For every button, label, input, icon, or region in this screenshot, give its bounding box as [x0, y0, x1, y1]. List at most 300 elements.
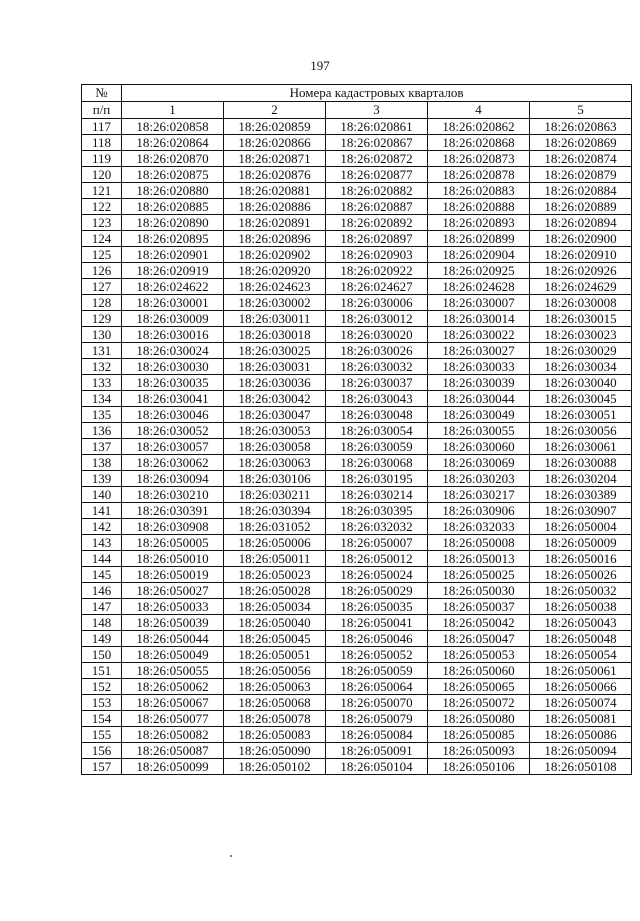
- cadastral-number-cell: 18:26:020925: [428, 263, 530, 279]
- cadastral-number-cell: 18:26:050040: [224, 615, 326, 631]
- row-number: 132: [82, 359, 122, 375]
- cadastral-number-cell: 18:26:050082: [122, 727, 224, 743]
- scan-speck: [230, 855, 232, 857]
- cadastral-number-cell: 18:26:020904: [428, 247, 530, 263]
- cadastral-number-cell: 18:26:050025: [428, 567, 530, 583]
- row-number: 148: [82, 615, 122, 631]
- cadastral-number-cell: 18:26:030391: [122, 503, 224, 519]
- cadastral-number-cell: 18:26:050038: [530, 599, 632, 615]
- cadastral-number-cell: 18:26:030203: [428, 471, 530, 487]
- table-row: [82, 343, 632, 359]
- cadastral-number-cell: 18:26:050087: [122, 743, 224, 759]
- cadastral-number-cell: 18:26:050054: [530, 647, 632, 663]
- table-row: [82, 471, 632, 487]
- row-number: 135: [82, 407, 122, 423]
- cadastral-number-cell: 18:26:050012: [326, 551, 428, 567]
- cadastral-number-cell: 18:26:020882: [326, 183, 428, 199]
- cadastral-number-cell: 18:26:050024: [326, 567, 428, 583]
- cadastral-number-cell: 18:26:020876: [224, 167, 326, 183]
- cadastral-number-cell: 18:26:030217: [428, 487, 530, 503]
- cadastral-number-cell: 18:26:031052: [224, 519, 326, 535]
- cadastral-number-cell: 18:26:050043: [530, 615, 632, 631]
- row-number: 149: [82, 631, 122, 647]
- cadastral-number-cell: 18:26:030055: [428, 423, 530, 439]
- cadastral-number-cell: 18:26:030060: [428, 439, 530, 455]
- cadastral-number-cell: 18:26:020877: [326, 167, 428, 183]
- table-header: [82, 85, 632, 119]
- header-group-title: Номера кадастровых кварталов: [122, 85, 632, 102]
- cadastral-number-cell: 18:26:050016: [530, 551, 632, 567]
- cadastral-number-cell: 18:26:030389: [530, 487, 632, 503]
- cadastral-number-cell: 18:26:030009: [122, 311, 224, 327]
- cadastral-number-cell: 18:26:050006: [224, 535, 326, 551]
- header-col-3: 3: [326, 102, 428, 119]
- table-row: [82, 487, 632, 503]
- row-number: 136: [82, 423, 122, 439]
- cadastral-number-cell: 18:26:050049: [122, 647, 224, 663]
- cadastral-number-cell: 18:26:030214: [326, 487, 428, 503]
- row-number: 129: [82, 311, 122, 327]
- row-number: 133: [82, 375, 122, 391]
- row-number: 117: [82, 119, 122, 135]
- cadastral-number-cell: 18:26:020864: [122, 135, 224, 151]
- cadastral-number-cell: 18:26:030008: [530, 295, 632, 311]
- table-row: [82, 599, 632, 615]
- cadastral-number-cell: 18:26:020890: [122, 215, 224, 231]
- cadastral-number-cell: 18:26:030054: [326, 423, 428, 439]
- row-number: 150: [82, 647, 122, 663]
- cadastral-number-cell: 18:26:030032: [326, 359, 428, 375]
- cadastral-number-cell: 18:26:050106: [428, 759, 530, 775]
- cadastral-number-cell: 18:26:050055: [122, 663, 224, 679]
- header-num-top: №: [82, 85, 122, 102]
- cadastral-number-cell: 18:26:030056: [530, 423, 632, 439]
- cadastral-number-cell: 18:26:020867: [326, 135, 428, 151]
- cadastral-number-cell: 18:26:020922: [326, 263, 428, 279]
- cadastral-number-cell: 18:26:030023: [530, 327, 632, 343]
- cadastral-number-cell: 18:26:020895: [122, 231, 224, 247]
- table-row: [82, 135, 632, 151]
- cadastral-number-cell: 18:26:050079: [326, 711, 428, 727]
- cadastral-number-cell: 18:26:020866: [224, 135, 326, 151]
- row-number: 142: [82, 519, 122, 535]
- row-number: 139: [82, 471, 122, 487]
- cadastral-number-cell: 18:26:030047: [224, 407, 326, 423]
- cadastral-number-cell: 18:26:020861: [326, 119, 428, 135]
- cadastral-number-cell: 18:26:030210: [122, 487, 224, 503]
- cadastral-number-cell: 18:26:050039: [122, 615, 224, 631]
- cadastral-number-cell: 18:26:030011: [224, 311, 326, 327]
- cadastral-number-cell: 18:26:030211: [224, 487, 326, 503]
- cadastral-number-cell: 18:26:030042: [224, 391, 326, 407]
- row-number: 122: [82, 199, 122, 215]
- row-number: 120: [82, 167, 122, 183]
- cadastral-number-cell: 18:26:030027: [428, 343, 530, 359]
- cadastral-number-cell: 18:26:024622: [122, 279, 224, 295]
- cadastral-number-cell: 18:26:020910: [530, 247, 632, 263]
- table-row: [82, 183, 632, 199]
- cadastral-number-cell: 18:26:020894: [530, 215, 632, 231]
- cadastral-number-cell: 18:26:030907: [530, 503, 632, 519]
- row-number: 123: [82, 215, 122, 231]
- table-row: [82, 375, 632, 391]
- cadastral-number-cell: 18:26:050061: [530, 663, 632, 679]
- cadastral-number-cell: 18:26:050052: [326, 647, 428, 663]
- cadastral-number-cell: 18:26:050064: [326, 679, 428, 695]
- header-num-bottom: п/п: [82, 102, 122, 119]
- table-row: [82, 455, 632, 471]
- cadastral-number-cell: 18:26:050078: [224, 711, 326, 727]
- cadastral-number-cell: 18:26:020859: [224, 119, 326, 135]
- cadastral-number-cell: 18:26:050081: [530, 711, 632, 727]
- cadastral-number-cell: 18:26:050053: [428, 647, 530, 663]
- cadastral-number-cell: 18:26:050026: [530, 567, 632, 583]
- cadastral-number-cell: 18:26:050094: [530, 743, 632, 759]
- row-number: 119: [82, 151, 122, 167]
- row-number: 130: [82, 327, 122, 343]
- cadastral-number-cell: 18:26:030088: [530, 455, 632, 471]
- table-row: [82, 519, 632, 535]
- cadastral-number-cell: 18:26:050074: [530, 695, 632, 711]
- cadastral-number-cell: 18:26:020880: [122, 183, 224, 199]
- table-row: [82, 215, 632, 231]
- cadastral-number-cell: 18:26:030053: [224, 423, 326, 439]
- cadastral-number-cell: 18:26:020899: [428, 231, 530, 247]
- table-row: [82, 407, 632, 423]
- cadastral-number-cell: 18:26:030014: [428, 311, 530, 327]
- cadastral-number-cell: 18:26:050077: [122, 711, 224, 727]
- row-number: 152: [82, 679, 122, 695]
- cadastral-number-cell: 18:26:030204: [530, 471, 632, 487]
- cadastral-number-cell: 18:26:030069: [428, 455, 530, 471]
- cadastral-number-cell: 18:26:030039: [428, 375, 530, 391]
- table-body: [82, 119, 632, 775]
- row-number: 127: [82, 279, 122, 295]
- table-row: [82, 679, 632, 695]
- row-number: 145: [82, 567, 122, 583]
- row-number: 140: [82, 487, 122, 503]
- cadastral-number-cell: 18:26:050051: [224, 647, 326, 663]
- table-row: [82, 279, 632, 295]
- cadastral-number-cell: 18:26:020878: [428, 167, 530, 183]
- cadastral-number-cell: 18:26:030007: [428, 295, 530, 311]
- cadastral-number-cell: 18:26:030029: [530, 343, 632, 359]
- table-row: [82, 583, 632, 599]
- cadastral-number-cell: 18:26:030057: [122, 439, 224, 455]
- cadastral-number-cell: 18:26:030020: [326, 327, 428, 343]
- cadastral-number-cell: 18:26:020892: [326, 215, 428, 231]
- table-row: [82, 295, 632, 311]
- cadastral-number-cell: 18:26:030058: [224, 439, 326, 455]
- row-number: 153: [82, 695, 122, 711]
- row-number: 134: [82, 391, 122, 407]
- cadastral-table: [81, 84, 632, 775]
- cadastral-number-cell: 18:26:030059: [326, 439, 428, 455]
- cadastral-number-cell: 18:26:030022: [428, 327, 530, 343]
- row-number: 156: [82, 743, 122, 759]
- cadastral-number-cell: 18:26:020872: [326, 151, 428, 167]
- cadastral-number-cell: 18:26:020869: [530, 135, 632, 151]
- cadastral-number-cell: 18:26:050059: [326, 663, 428, 679]
- cadastral-number-cell: 18:26:050046: [326, 631, 428, 647]
- table-row: [82, 727, 632, 743]
- cadastral-number-cell: 18:26:030015: [530, 311, 632, 327]
- cadastral-number-cell: 18:26:050066: [530, 679, 632, 695]
- cadastral-number-cell: 18:26:050056: [224, 663, 326, 679]
- cadastral-number-cell: 18:26:020891: [224, 215, 326, 231]
- table-row: [82, 615, 632, 631]
- table-row: [82, 423, 632, 439]
- cadastral-number-cell: 18:26:030106: [224, 471, 326, 487]
- cadastral-number-cell: 18:26:020863: [530, 119, 632, 135]
- row-number: 126: [82, 263, 122, 279]
- cadastral-number-cell: 18:26:050047: [428, 631, 530, 647]
- table-row: [82, 359, 632, 375]
- cadastral-number-cell: 18:26:020883: [428, 183, 530, 199]
- cadastral-number-cell: 18:26:050086: [530, 727, 632, 743]
- cadastral-number-cell: 18:26:030018: [224, 327, 326, 343]
- cadastral-number-cell: 18:26:050034: [224, 599, 326, 615]
- cadastral-number-cell: 18:26:050080: [428, 711, 530, 727]
- table-row: [82, 439, 632, 455]
- cadastral-number-cell: 18:26:050010: [122, 551, 224, 567]
- cadastral-number-cell: 18:26:030094: [122, 471, 224, 487]
- cadastral-number-cell: 18:26:030068: [326, 455, 428, 471]
- cadastral-number-cell: 18:26:024628: [428, 279, 530, 295]
- cadastral-number-cell: 18:26:030025: [224, 343, 326, 359]
- table-row: [82, 551, 632, 567]
- cadastral-number-cell: 18:26:030062: [122, 455, 224, 471]
- row-number: 121: [82, 183, 122, 199]
- cadastral-number-cell: 18:26:020902: [224, 247, 326, 263]
- table-row: [82, 631, 632, 647]
- cadastral-number-cell: 18:26:050063: [224, 679, 326, 695]
- cadastral-number-cell: 18:26:020871: [224, 151, 326, 167]
- cadastral-number-cell: 18:26:030063: [224, 455, 326, 471]
- cadastral-number-cell: 18:26:030045: [530, 391, 632, 407]
- table-row: [82, 263, 632, 279]
- cadastral-number-cell: 18:26:030043: [326, 391, 428, 407]
- cadastral-number-cell: 18:26:050048: [530, 631, 632, 647]
- cadastral-number-cell: 18:26:020926: [530, 263, 632, 279]
- cadastral-number-cell: 18:26:050045: [224, 631, 326, 647]
- header-col-1: 1: [122, 102, 224, 119]
- row-number: 154: [82, 711, 122, 727]
- cadastral-number-cell: 18:26:030037: [326, 375, 428, 391]
- cadastral-number-cell: 18:26:030024: [122, 343, 224, 359]
- cadastral-number-cell: 18:26:030012: [326, 311, 428, 327]
- header-col-4: 4: [428, 102, 530, 119]
- cadastral-number-cell: 18:26:020874: [530, 151, 632, 167]
- cadastral-number-cell: 18:26:050085: [428, 727, 530, 743]
- row-number: 155: [82, 727, 122, 743]
- cadastral-number-cell: 18:26:030048: [326, 407, 428, 423]
- cadastral-number-cell: 18:26:050072: [428, 695, 530, 711]
- table-row: [82, 391, 632, 407]
- cadastral-number-cell: 18:26:020893: [428, 215, 530, 231]
- cadastral-number-cell: 18:26:050102: [224, 759, 326, 775]
- cadastral-number-cell: 18:26:050091: [326, 743, 428, 759]
- cadastral-number-cell: 18:26:050030: [428, 583, 530, 599]
- cadastral-number-cell: 18:26:032032: [326, 519, 428, 535]
- cadastral-number-cell: 18:26:030001: [122, 295, 224, 311]
- cadastral-number-cell: 18:26:030046: [122, 407, 224, 423]
- cadastral-number-cell: 18:26:024629: [530, 279, 632, 295]
- cadastral-number-cell: 18:26:050104: [326, 759, 428, 775]
- cadastral-number-cell: 18:26:050035: [326, 599, 428, 615]
- cadastral-number-cell: 18:26:050037: [428, 599, 530, 615]
- table-row: [82, 647, 632, 663]
- cadastral-number-cell: 18:26:020901: [122, 247, 224, 263]
- cadastral-number-cell: 18:26:050044: [122, 631, 224, 647]
- table-row: [82, 503, 632, 519]
- cadastral-number-cell: 18:26:030040: [530, 375, 632, 391]
- cadastral-number-cell: 18:26:020862: [428, 119, 530, 135]
- cadastral-number-cell: 18:26:050041: [326, 615, 428, 631]
- cadastral-number-cell: 18:26:020888: [428, 199, 530, 215]
- row-number: 141: [82, 503, 122, 519]
- cadastral-number-cell: 18:26:030026: [326, 343, 428, 359]
- row-number: 143: [82, 535, 122, 551]
- cadastral-number-cell: 18:26:030035: [122, 375, 224, 391]
- cadastral-number-cell: 18:26:024623: [224, 279, 326, 295]
- table-row: [82, 567, 632, 583]
- table-row: [82, 167, 632, 183]
- cadastral-number-cell: 18:26:030033: [428, 359, 530, 375]
- cadastral-number-cell: 18:26:050093: [428, 743, 530, 759]
- cadastral-number-cell: 18:26:020868: [428, 135, 530, 151]
- table-row: [82, 119, 632, 135]
- table-row: [82, 759, 632, 775]
- header-col-5: 5: [530, 102, 632, 119]
- cadastral-number-cell: 18:26:050005: [122, 535, 224, 551]
- cadastral-number-cell: 18:26:050070: [326, 695, 428, 711]
- row-number: 118: [82, 135, 122, 151]
- cadastral-number-cell: 18:26:050032: [530, 583, 632, 599]
- cadastral-number-cell: 18:26:020920: [224, 263, 326, 279]
- row-number: 138: [82, 455, 122, 471]
- cadastral-number-cell: 18:26:030395: [326, 503, 428, 519]
- cadastral-number-cell: 18:26:050019: [122, 567, 224, 583]
- table-row: [82, 199, 632, 215]
- cadastral-number-cell: 18:26:050029: [326, 583, 428, 599]
- row-number: 128: [82, 295, 122, 311]
- cadastral-number-cell: 18:26:020886: [224, 199, 326, 215]
- cadastral-number-cell: 18:26:050028: [224, 583, 326, 599]
- header-row-top: [82, 85, 632, 102]
- cadastral-number-cell: 18:26:020897: [326, 231, 428, 247]
- cadastral-number-cell: 18:26:050042: [428, 615, 530, 631]
- cadastral-number-cell: 18:26:030006: [326, 295, 428, 311]
- cadastral-number-cell: 18:26:050062: [122, 679, 224, 695]
- table-row: [82, 327, 632, 343]
- row-number: 147: [82, 599, 122, 615]
- cadastral-number-cell: 18:26:030908: [122, 519, 224, 535]
- cadastral-number-cell: 18:26:050067: [122, 695, 224, 711]
- cadastral-number-cell: 18:26:050007: [326, 535, 428, 551]
- row-number: 151: [82, 663, 122, 679]
- cadastral-number-cell: 18:26:020879: [530, 167, 632, 183]
- cadastral-number-cell: 18:26:050060: [428, 663, 530, 679]
- cadastral-number-cell: 18:26:020885: [122, 199, 224, 215]
- cadastral-number-cell: 18:26:020900: [530, 231, 632, 247]
- cadastral-number-cell: 18:26:020875: [122, 167, 224, 183]
- table-row: [82, 311, 632, 327]
- cadastral-number-cell: 18:26:050108: [530, 759, 632, 775]
- cadastral-number-cell: 18:26:020873: [428, 151, 530, 167]
- page-number: 197: [310, 58, 330, 73]
- table-row: [82, 695, 632, 711]
- row-number: 146: [82, 583, 122, 599]
- cadastral-number-cell: 18:26:020884: [530, 183, 632, 199]
- cadastral-number-cell: 18:26:030195: [326, 471, 428, 487]
- cadastral-number-cell: 18:26:050009: [530, 535, 632, 551]
- cadastral-number-cell: 18:26:030002: [224, 295, 326, 311]
- cadastral-number-cell: 18:26:020887: [326, 199, 428, 215]
- row-number: 124: [82, 231, 122, 247]
- row-number: 157: [82, 759, 122, 775]
- cadastral-number-cell: 18:26:030906: [428, 503, 530, 519]
- cadastral-number-cell: 18:26:020870: [122, 151, 224, 167]
- row-number: 144: [82, 551, 122, 567]
- table-row: [82, 231, 632, 247]
- cadastral-number-cell: 18:26:030016: [122, 327, 224, 343]
- cadastral-number-cell: 18:26:030394: [224, 503, 326, 519]
- table-row: [82, 247, 632, 263]
- cadastral-number-cell: 18:26:050027: [122, 583, 224, 599]
- cadastral-number-cell: 18:26:024627: [326, 279, 428, 295]
- cadastral-number-cell: 18:26:030052: [122, 423, 224, 439]
- cadastral-number-cell: 18:26:030036: [224, 375, 326, 391]
- cadastral-number-cell: 18:26:050033: [122, 599, 224, 615]
- cadastral-number-cell: 18:26:050065: [428, 679, 530, 695]
- cadastral-number-cell: 18:26:020889: [530, 199, 632, 215]
- cadastral-number-cell: 18:26:030030: [122, 359, 224, 375]
- cadastral-number-cell: 18:26:020896: [224, 231, 326, 247]
- cadastral-number-cell: 18:26:020919: [122, 263, 224, 279]
- header-row-bottom: [82, 102, 632, 119]
- cadastral-number-cell: 18:26:050013: [428, 551, 530, 567]
- table-row: [82, 711, 632, 727]
- cadastral-number-cell: 18:26:030044: [428, 391, 530, 407]
- cadastral-number-cell: 18:26:050068: [224, 695, 326, 711]
- row-number: 131: [82, 343, 122, 359]
- row-number: 137: [82, 439, 122, 455]
- cadastral-number-cell: 18:26:032033: [428, 519, 530, 535]
- cadastral-number-cell: 18:26:050083: [224, 727, 326, 743]
- cadastral-number-cell: 18:26:050090: [224, 743, 326, 759]
- cadastral-number-cell: 18:26:020858: [122, 119, 224, 135]
- cadastral-number-cell: 18:26:030031: [224, 359, 326, 375]
- cadastral-number-cell: 18:26:020881: [224, 183, 326, 199]
- cadastral-table-container: [81, 84, 631, 775]
- cadastral-number-cell: 18:26:030051: [530, 407, 632, 423]
- cadastral-number-cell: 18:26:050023: [224, 567, 326, 583]
- cadastral-number-cell: 18:26:030041: [122, 391, 224, 407]
- cadastral-number-cell: 18:26:050084: [326, 727, 428, 743]
- cadastral-number-cell: 18:26:030049: [428, 407, 530, 423]
- cadastral-number-cell: 18:26:050011: [224, 551, 326, 567]
- table-row: [82, 743, 632, 759]
- cadastral-number-cell: 18:26:050004: [530, 519, 632, 535]
- header-col-2: 2: [224, 102, 326, 119]
- table-row: [82, 151, 632, 167]
- table-row: [82, 663, 632, 679]
- cadastral-number-cell: 18:26:030061: [530, 439, 632, 455]
- cadastral-number-cell: 18:26:050099: [122, 759, 224, 775]
- table-row: [82, 535, 632, 551]
- row-number: 125: [82, 247, 122, 263]
